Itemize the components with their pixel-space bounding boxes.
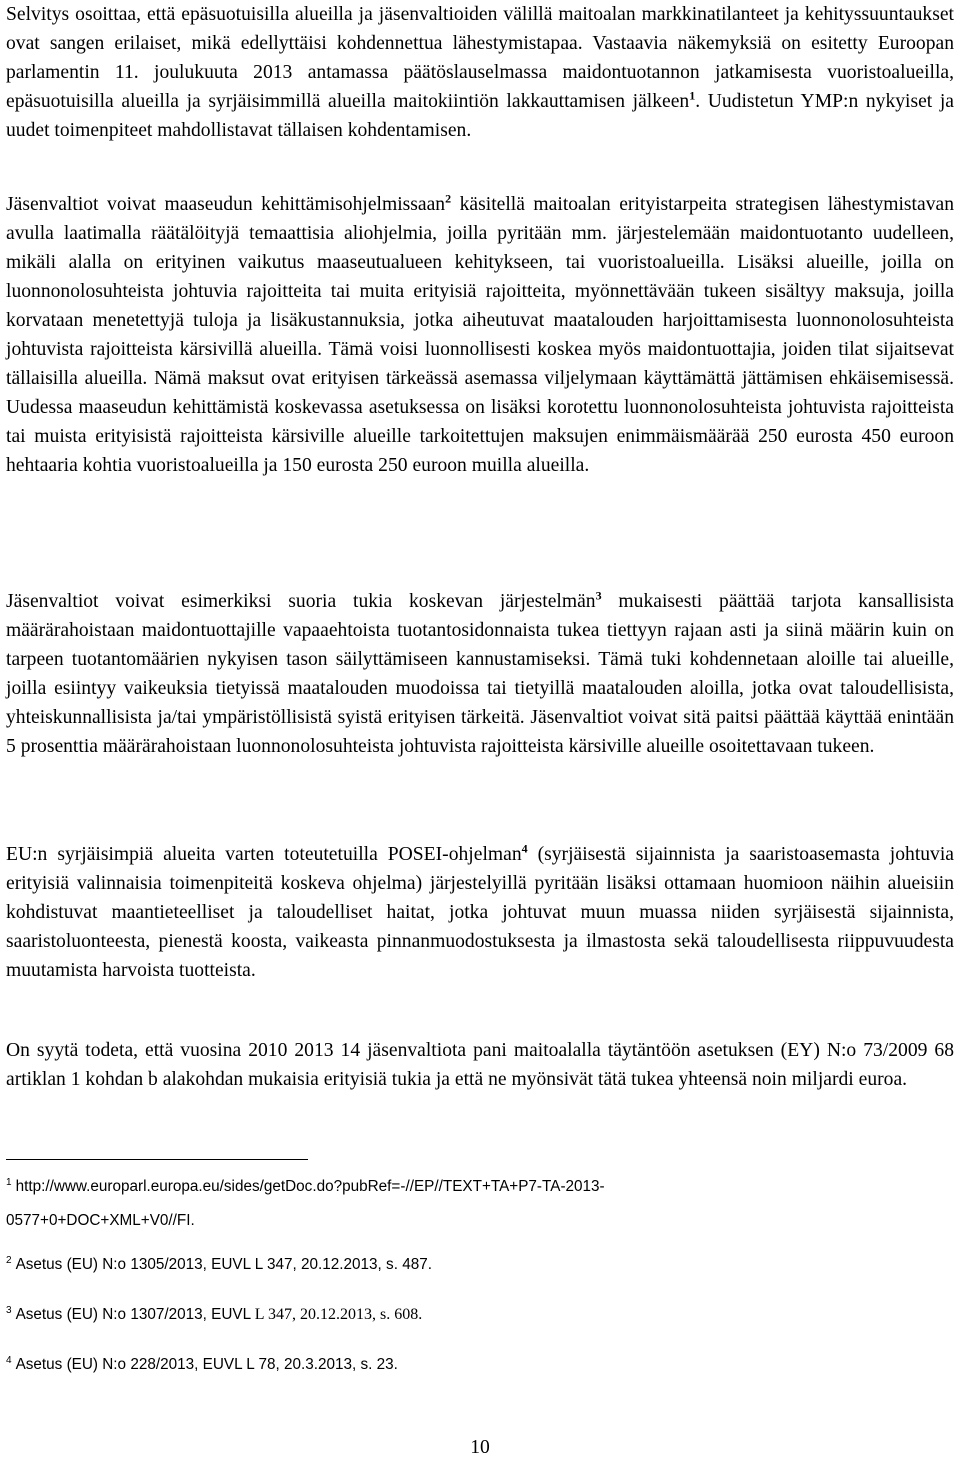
- footnote-3-text: Asetus (EU) N:o 1307/2013, EUVL: [15, 1306, 255, 1323]
- paragraph-3-text-end: mukaisesti päättää tarjota kansallisista määrärahoistaan maidontuottajille vapaaehtoista tuotantosidonnaista tukea tiettyyn rajaan asti ja siinä määrin kuin on tarpeen tuotantomäärien nykyisen tason säilyttämiseen kannustamiseksi. Tämä tuki kohdennetaan aloille tai alueille, joilla esiintyy vaikeuksia tietyissä maatalouden muodoissa tai tietyillä maatalouden aloilla, jotka ovat taloudellisista, yhteiskunnallisista ja/tai ympäristöllisistä syistä erityisen tärkeitä. Jäsenvaltiot voivat sitä paitsi päättää käyttää enintään 5 prosenttia määrärahoistaan luonnonolosuhteista johtuvista rajoitteista kärsiville alueille osoitettavaan tukeen.: [6, 591, 954, 757]
- footnote-ref-4[interactable]: 4: [521, 841, 528, 856]
- page-number: 10: [470, 1437, 490, 1458]
- footnote-1-number: 1: [6, 1176, 12, 1188]
- footnote-separator: [6, 1159, 308, 1160]
- footnote-3-text-serif: L 347, 20.12.2013, s. 608.: [254, 1306, 423, 1323]
- paragraph-2-text-end: käsitellä maitoalan erityistarpeita strategisen lähestymistavan avulla laatimalla räätälöityjä temaattisia aliohjelmia, joilla pyritään mm. järjestelemään maidontuotanto uudelleen, mikäli alalla on erityinen vaikutus maaseutualueen kehitykseen, tai vuoristoalueilla. Lisäksi alueille, joilla on luonnonolosuhteista johtuvia rajoitteita tai muita erityisiä rajoitteita, myönnettävään tukeen sisältyy maksuja, joilla korvataan menetettyjä tuloja ja lisäkustannuksia, jotka aiheutuvat maatalouden harjoittamisesta luonnonolosuhteista johtuvista rajoitteista kärsivillä alueilla. Tämä voisi luonnollisesti koskea myös maidontuottajia, joiden tilat sijaitsevat tällaisilla alueilla. Nämä maksut ovat erityisen tärkeässä asemassa viljelymaan käyttämättä jättämisen ehkäisemisessä. Uudessa maaseudun kehittämistä koskevassa asetuksessa on lisäksi korotettu luonnonolosuhteista johtuvista rajoitteista tai muista erityisistä rajoitteista kärsiville alueille tarkoitettujen maksujen enimmäismäärää 250 eurosta 450 euroon hehtaaria kohtia vuoristoalueilla ja 150 eurosta 250 euroon muilla alueilla.: [6, 194, 954, 476]
- paragraph-5: [6, 1036, 954, 1094]
- paragraph-5-text: On syytä todeta, että vuosina 2010 2013 14 jäsenvaltiota pani maitoalalla täytäntöön asetuksen (EY) N:o 73/2009 68 artiklan 1 kohdan b alakohdan mukaisia erityisiä tukia ja että ne myönsivät tätä tukea yhteensä noin miljardi euroa.: [6, 1040, 954, 1090]
- paragraph-1-text-end: . Uudistetun YMP:n nykyiset ja uudet toimenpiteet mahdollistavat tällaisen kohdentamisen.: [6, 91, 954, 141]
- footnote-2-number: 2: [6, 1254, 12, 1266]
- footnote-3: [6, 1298, 946, 1332]
- paragraph-4-text: EU:n syrjäisimpiä alueita varten toteutetuilla POSEI-ohjelman: [6, 844, 522, 865]
- paragraph-4-text-end: (syrjäisestä sijainnista ja saaristoasemasta johtuvia erityisiä valinnaisia toimenpiteitä koskeva ohjelma) järjestelyillä pyritään lisäksi ottamaan huomioon näihin alueisiin kohdistuvat maantieteelliset ja taloudelliset haitat, jotka johtuvat muun muassa niiden syrjäisestä sijainnista, saaristoluonteesta, pienestä koosta, vaikeasta pinnanmuodostuksesta ja ilmastosta sekä taloudellisesta riippuvuudesta muutamista harvoista tuotteista.: [6, 844, 954, 981]
- footnote-4-text: Asetus (EU) N:o 228/2013, EUVL L 78, 20.3.2013, s. 23.: [15, 1356, 398, 1373]
- paragraph-3-text: Jäsenvaltiot voivat esimerkiksi suoria tukia koskevan järjestelmän: [6, 591, 596, 612]
- footnote-1-link[interactable]: http://www.europarl.europa.eu/sides/getDoc.do?pubRef=-//EP//TEXT+TA+P7-TA-2013-: [15, 1178, 605, 1195]
- footnote-4: [6, 1348, 946, 1382]
- paragraph-1: [6, 0, 954, 145]
- paragraph-2-text: Jäsenvaltiot voivat maaseudun kehittämisohjelmissaan: [6, 194, 446, 215]
- footnote-4-number: 4: [6, 1354, 12, 1366]
- footnote-ref-2[interactable]: 2: [445, 191, 452, 206]
- footnote-2: [6, 1248, 946, 1282]
- paragraph-2: [6, 190, 954, 480]
- paragraph-4: [6, 840, 954, 985]
- footnote-1: [6, 1170, 946, 1238]
- paragraph-1-text: Selvitys osoittaa, että epäsuotuisilla alueilla ja jäsenvaltioiden välillä maitoalan markkinatilanteet ja kehityssuuntaukset ovat sangen erilaiset, mikä edellyttäisi kohdennettua lähestymistapaa. Vastaavia näkemyksiä on esitetty Euroopan parlamentin 11. joulukuuta 2013 antamassa päätöslauselmassa maidontuotannon jatkamisesta vuoristoalueilla, epäsuotuisilla alueilla ja syrjäisimmillä alueilla maitokiintiön lakkauttamisen jälkeen: [6, 4, 954, 112]
- paragraph-3: [6, 587, 954, 761]
- footnote-3-number: 3: [6, 1304, 12, 1316]
- footnote-2-text: Asetus (EU) N:o 1305/2013, EUVL L 347, 20.12.2013, s. 487.: [15, 1256, 432, 1273]
- footnote-1-link-cont[interactable]: 0577+0+DOC+XML+V0//FI.: [6, 1212, 195, 1229]
- footnote-ref-1[interactable]: 1: [689, 88, 696, 103]
- footnote-ref-3[interactable]: 3: [595, 588, 602, 603]
